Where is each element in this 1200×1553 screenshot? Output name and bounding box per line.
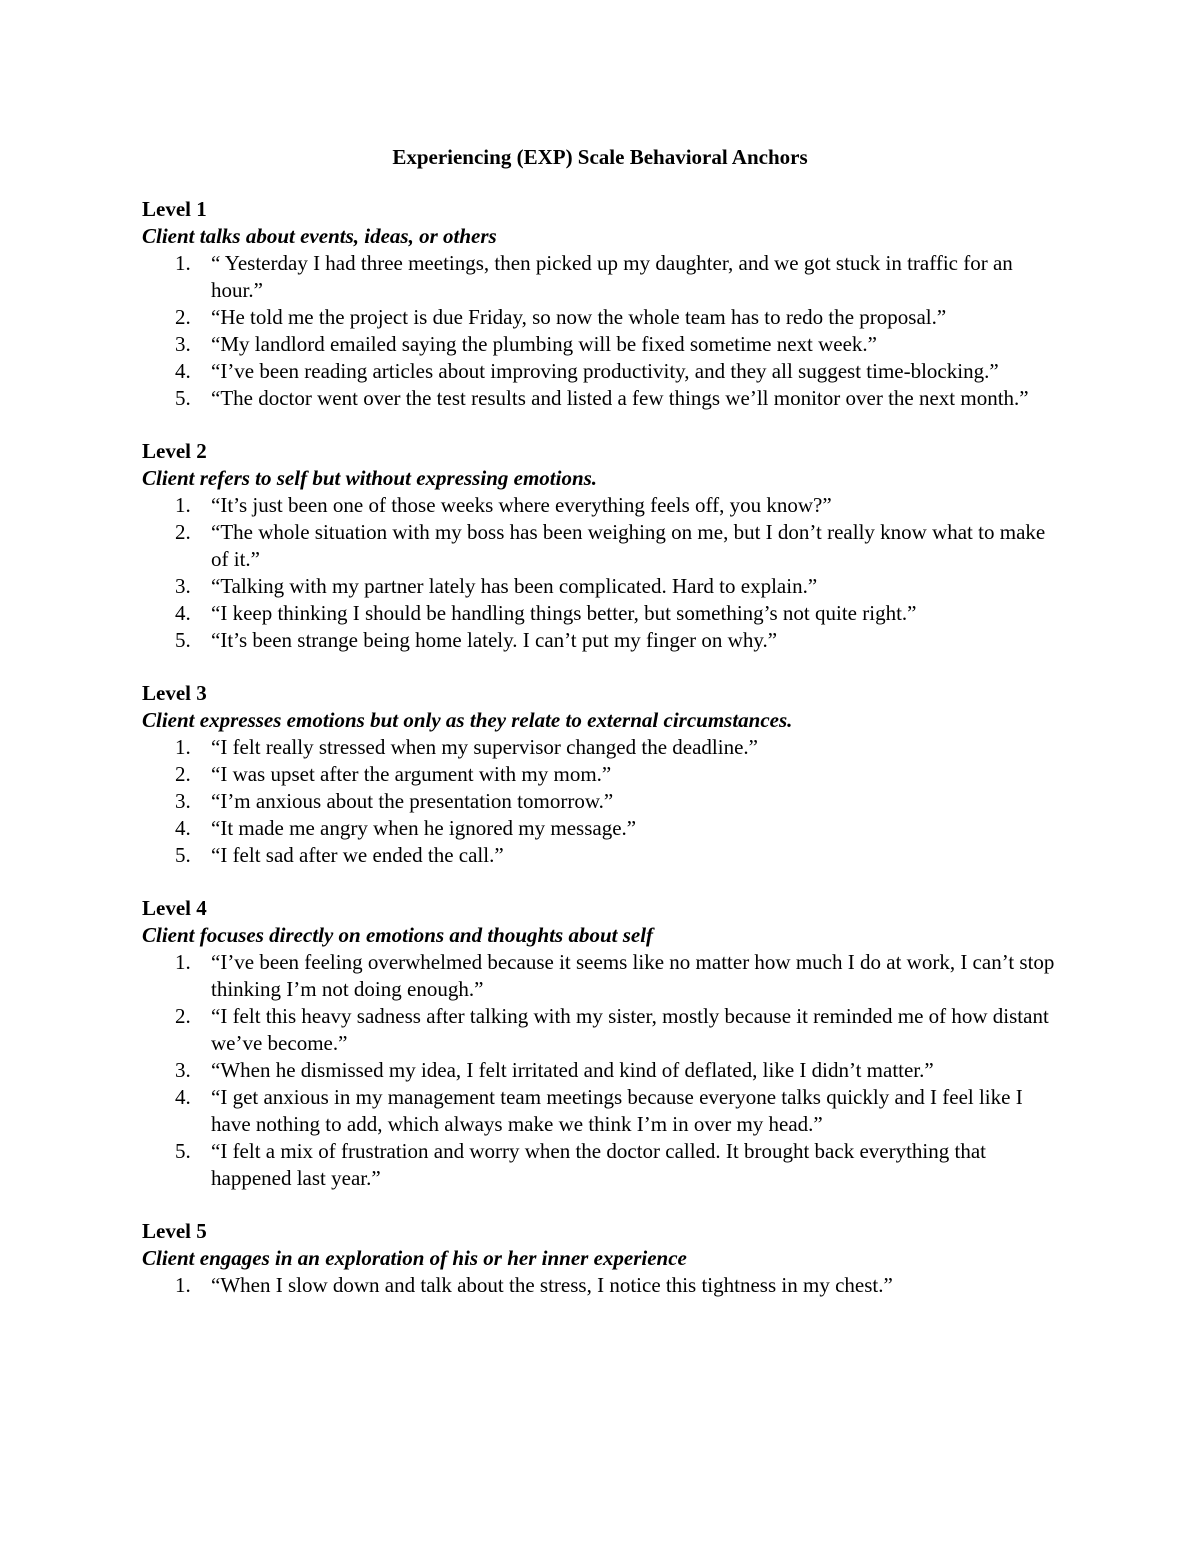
item-text: “When I slow down and talk about the stress, I notice this tightness in my chest.” bbox=[211, 1273, 893, 1297]
level-description: Client engages in an exploration of his or her inner experience bbox=[142, 1246, 687, 1270]
item-text: “He told me the project is due Friday, so now the whole team has to redo the proposal.” bbox=[211, 305, 947, 329]
anchor-list bbox=[142, 250, 1058, 412]
list-item bbox=[142, 842, 1058, 869]
list-item bbox=[142, 1057, 1058, 1084]
list-item bbox=[142, 519, 1058, 573]
item-number: 1. bbox=[175, 251, 191, 275]
item-number: 2. bbox=[175, 305, 191, 329]
list-item bbox=[142, 734, 1058, 761]
item-text: “Talking with my partner lately has been complicated. Hard to explain.” bbox=[211, 574, 818, 598]
list-item bbox=[142, 331, 1058, 358]
item-number: 3. bbox=[175, 789, 191, 813]
item-number: 1. bbox=[175, 1273, 191, 1297]
list-item bbox=[142, 1272, 1058, 1299]
level-section-1 bbox=[142, 196, 1058, 412]
list-item bbox=[142, 761, 1058, 788]
item-text: “The whole situation with my boss has been weighing on me, but I don’t really know what to make of it.” bbox=[211, 520, 1046, 571]
level-description: Client talks about events, ideas, or others bbox=[142, 224, 497, 248]
item-number: 1. bbox=[175, 950, 191, 974]
list-item bbox=[142, 385, 1058, 412]
item-text: “ Yesterday I had three meetings, then picked up my daughter, and we got stuck in traffic for an hour.” bbox=[211, 251, 1013, 302]
item-number: 3. bbox=[175, 332, 191, 356]
item-number: 4. bbox=[175, 601, 191, 625]
anchor-list bbox=[142, 949, 1058, 1192]
item-number: 2. bbox=[175, 762, 191, 786]
item-number: 4. bbox=[175, 359, 191, 383]
item-text: “I’ve been reading articles about improving productivity, and they all suggest time-blocking.” bbox=[211, 359, 999, 383]
anchor-list bbox=[142, 734, 1058, 869]
item-number: 5. bbox=[175, 386, 191, 410]
level-heading: Level 4 bbox=[142, 896, 207, 920]
list-item bbox=[142, 1003, 1058, 1057]
item-text: “I felt this heavy sadness after talking with my sister, mostly because it reminded me of how distant we’ve become.” bbox=[211, 1004, 1049, 1055]
item-text: “When he dismissed my idea, I felt irritated and kind of deflated, like I didn’t matter.” bbox=[211, 1058, 934, 1082]
item-text: “It’s been strange being home lately. I can’t put my finger on why.” bbox=[211, 628, 778, 652]
item-text: “I get anxious in my management team meetings because everyone talks quickly and I feel like I have nothing to add, which always make we think I’m in over my head.” bbox=[211, 1085, 1023, 1136]
item-number: 1. bbox=[175, 735, 191, 759]
level-description: Client expresses emotions but only as they relate to external circumstances. bbox=[142, 708, 793, 732]
item-number: 5. bbox=[175, 843, 191, 867]
item-text: “I’ve been feeling overwhelmed because it seems like no matter how much I do at work, I can’t stop thinking I’m not doing enough.” bbox=[211, 950, 1055, 1001]
item-number: 5. bbox=[175, 1139, 191, 1163]
item-number: 4. bbox=[175, 1085, 191, 1109]
item-text: “I felt sad after we ended the call.” bbox=[211, 843, 504, 867]
level-heading: Level 3 bbox=[142, 681, 207, 705]
anchor-list bbox=[142, 1272, 1058, 1299]
item-text: “It’s just been one of those weeks where everything feels off, you know?” bbox=[211, 493, 832, 517]
list-item bbox=[142, 788, 1058, 815]
item-number: 3. bbox=[175, 574, 191, 598]
item-text: “I felt really stressed when my supervisor changed the deadline.” bbox=[211, 735, 758, 759]
level-description: Client refers to self but without expressing emotions. bbox=[142, 466, 598, 490]
list-item bbox=[142, 492, 1058, 519]
list-item bbox=[142, 304, 1058, 331]
item-number: 2. bbox=[175, 520, 191, 544]
list-item bbox=[142, 250, 1058, 304]
item-number: 2. bbox=[175, 1004, 191, 1028]
list-item bbox=[142, 600, 1058, 627]
level-section-5 bbox=[142, 1218, 1058, 1299]
item-text: “My landlord emailed saying the plumbing will be fixed sometime next week.” bbox=[211, 332, 878, 356]
level-heading: Level 1 bbox=[142, 197, 207, 221]
level-section-4 bbox=[142, 895, 1058, 1192]
level-section-2 bbox=[142, 438, 1058, 654]
list-item bbox=[142, 815, 1058, 842]
list-item bbox=[142, 1138, 1058, 1192]
list-item bbox=[142, 949, 1058, 1003]
document-title: Experiencing (EXP) Scale Behavioral Anchors bbox=[392, 145, 808, 169]
document-page bbox=[142, 142, 1058, 1325]
anchor-list bbox=[142, 492, 1058, 654]
item-text: “I felt a mix of frustration and worry when the doctor called. It brought back everything that happened last year.” bbox=[211, 1139, 986, 1190]
level-description: Client focuses directly on emotions and thoughts about self bbox=[142, 923, 654, 947]
list-item bbox=[142, 358, 1058, 385]
item-number: 4. bbox=[175, 816, 191, 840]
level-heading: Level 5 bbox=[142, 1219, 207, 1243]
item-text: “It made me angry when he ignored my message.” bbox=[211, 816, 637, 840]
item-text: “I’m anxious about the presentation tomorrow.” bbox=[211, 789, 614, 813]
item-number: 3. bbox=[175, 1058, 191, 1082]
item-number: 5. bbox=[175, 628, 191, 652]
item-text: “I was upset after the argument with my mom.” bbox=[211, 762, 612, 786]
list-item bbox=[142, 573, 1058, 600]
item-number: 1. bbox=[175, 493, 191, 517]
item-text: “I keep thinking I should be handling things better, but something’s not quite right.” bbox=[211, 601, 917, 625]
level-section-3 bbox=[142, 680, 1058, 869]
list-item bbox=[142, 1084, 1058, 1138]
list-item bbox=[142, 627, 1058, 654]
level-heading: Level 2 bbox=[142, 439, 207, 463]
item-text: “The doctor went over the test results and listed a few things we’ll monitor over the next month.” bbox=[211, 386, 1029, 410]
